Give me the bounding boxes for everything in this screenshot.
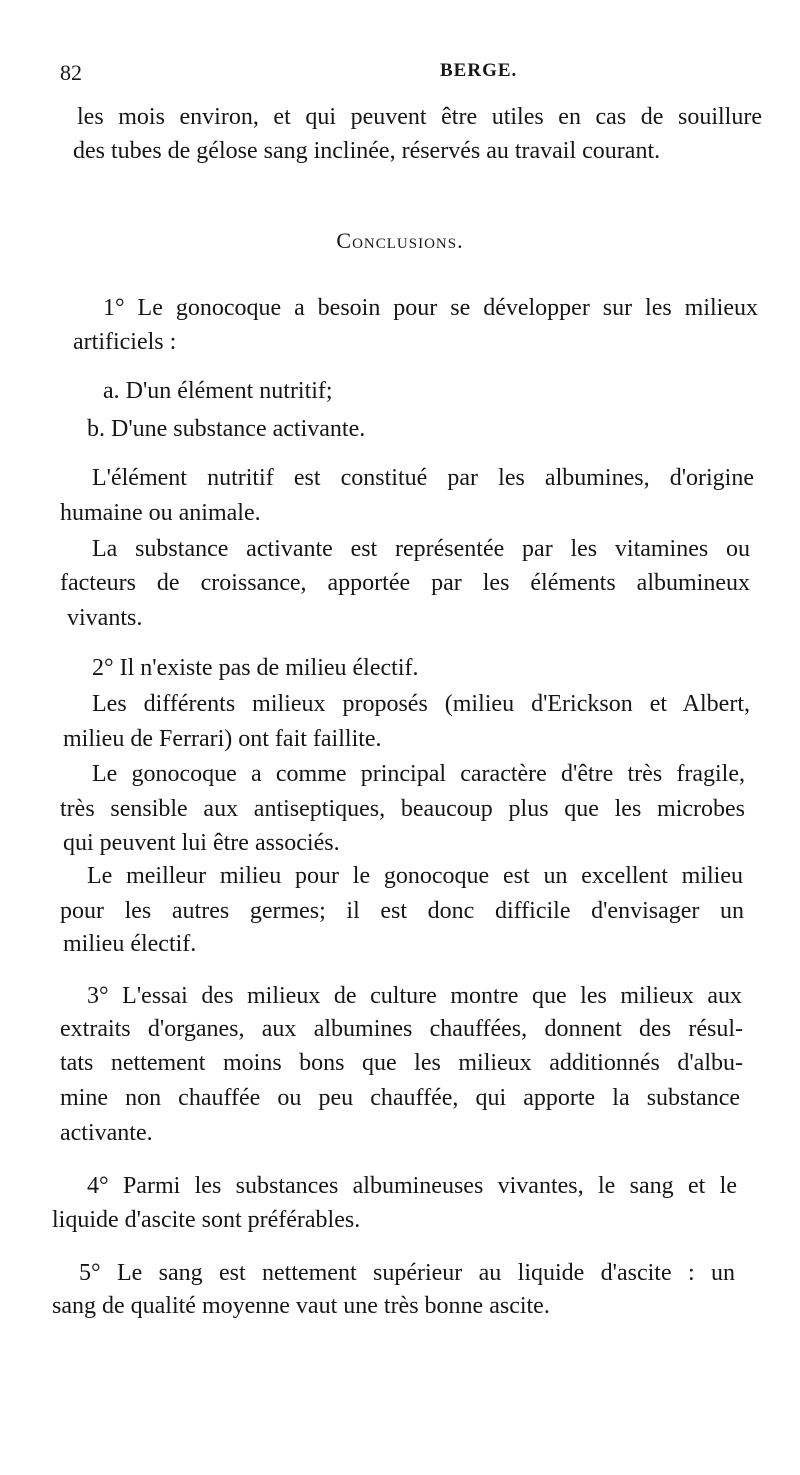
running-head: BERGE. [440, 60, 518, 81]
text-line: tats nettement moins bons que les milieux additionnés d'albu- [60, 1050, 743, 1076]
text-line: mine non chauffée ou peu chauffée, qui apporte la substance [60, 1085, 740, 1111]
page-header [60, 60, 740, 88]
text-line: milieu électif. [63, 931, 197, 957]
text-line: b. D'une substance activante. [87, 416, 366, 442]
text-line: extraits d'organes, aux albumines chauffées, donnent des résul- [60, 1016, 743, 1042]
text-line: artificiels : [73, 329, 177, 355]
text-line: pour les autres germes; il est donc difficile d'envisager un [60, 898, 744, 924]
text-line: 4° Parmi les substances albumineuses vivantes, le sang et le [87, 1173, 737, 1199]
text-line: Le meilleur milieu pour le gonocoque est un excellent milieu [87, 863, 743, 889]
text-line: très sensible aux antiseptiques, beaucoup plus que les microbes [60, 796, 745, 822]
text-line: activante. [60, 1120, 153, 1146]
text-line: qui peuvent lui être associés. [63, 830, 340, 856]
text-line: vivants. [67, 605, 143, 631]
text-line: Les différents milieux proposés (milieu d'Erickson et Albert, [92, 691, 750, 717]
text-line: L'élément nutritif est constitué par les albumines, d'origine [92, 465, 754, 491]
text-line: Le gonocoque a comme principal caractère d'être très fragile, [92, 761, 745, 787]
section-heading: Conclusions. [336, 228, 464, 253]
text-line: facteurs de croissance, apportée par les éléments albumineux [60, 570, 750, 596]
text-line: liquide d'ascite sont préférables. [52, 1207, 361, 1233]
text-line: 5° Le sang est nettement supérieur au liquide d'ascite : un [79, 1260, 735, 1286]
text-line: les mois environ, et qui peuvent être utiles en cas de souillure [77, 104, 762, 130]
text-line: 1° Le gonocoque a besoin pour se développer sur les milieux [103, 295, 758, 321]
text-line: des tubes de gélose sang inclinée, réservés au travail courant. [73, 138, 661, 164]
text-line: sang de qualité moyenne vaut une très bonne ascite. [52, 1293, 550, 1319]
text-line: a. D'un élément nutritif; [103, 378, 333, 404]
text-line: La substance activante est représentée par les vitamines ou [92, 536, 750, 562]
text-line: 2° Il n'existe pas de milieu électif. [92, 655, 419, 681]
text-line: humaine ou animale. [60, 500, 261, 526]
page-number: 82 [60, 60, 82, 85]
text-line: milieu de Ferrari) ont fait faillite. [63, 726, 382, 752]
text-line: 3° L'essai des milieux de culture montre que les milieux aux [87, 983, 742, 1009]
